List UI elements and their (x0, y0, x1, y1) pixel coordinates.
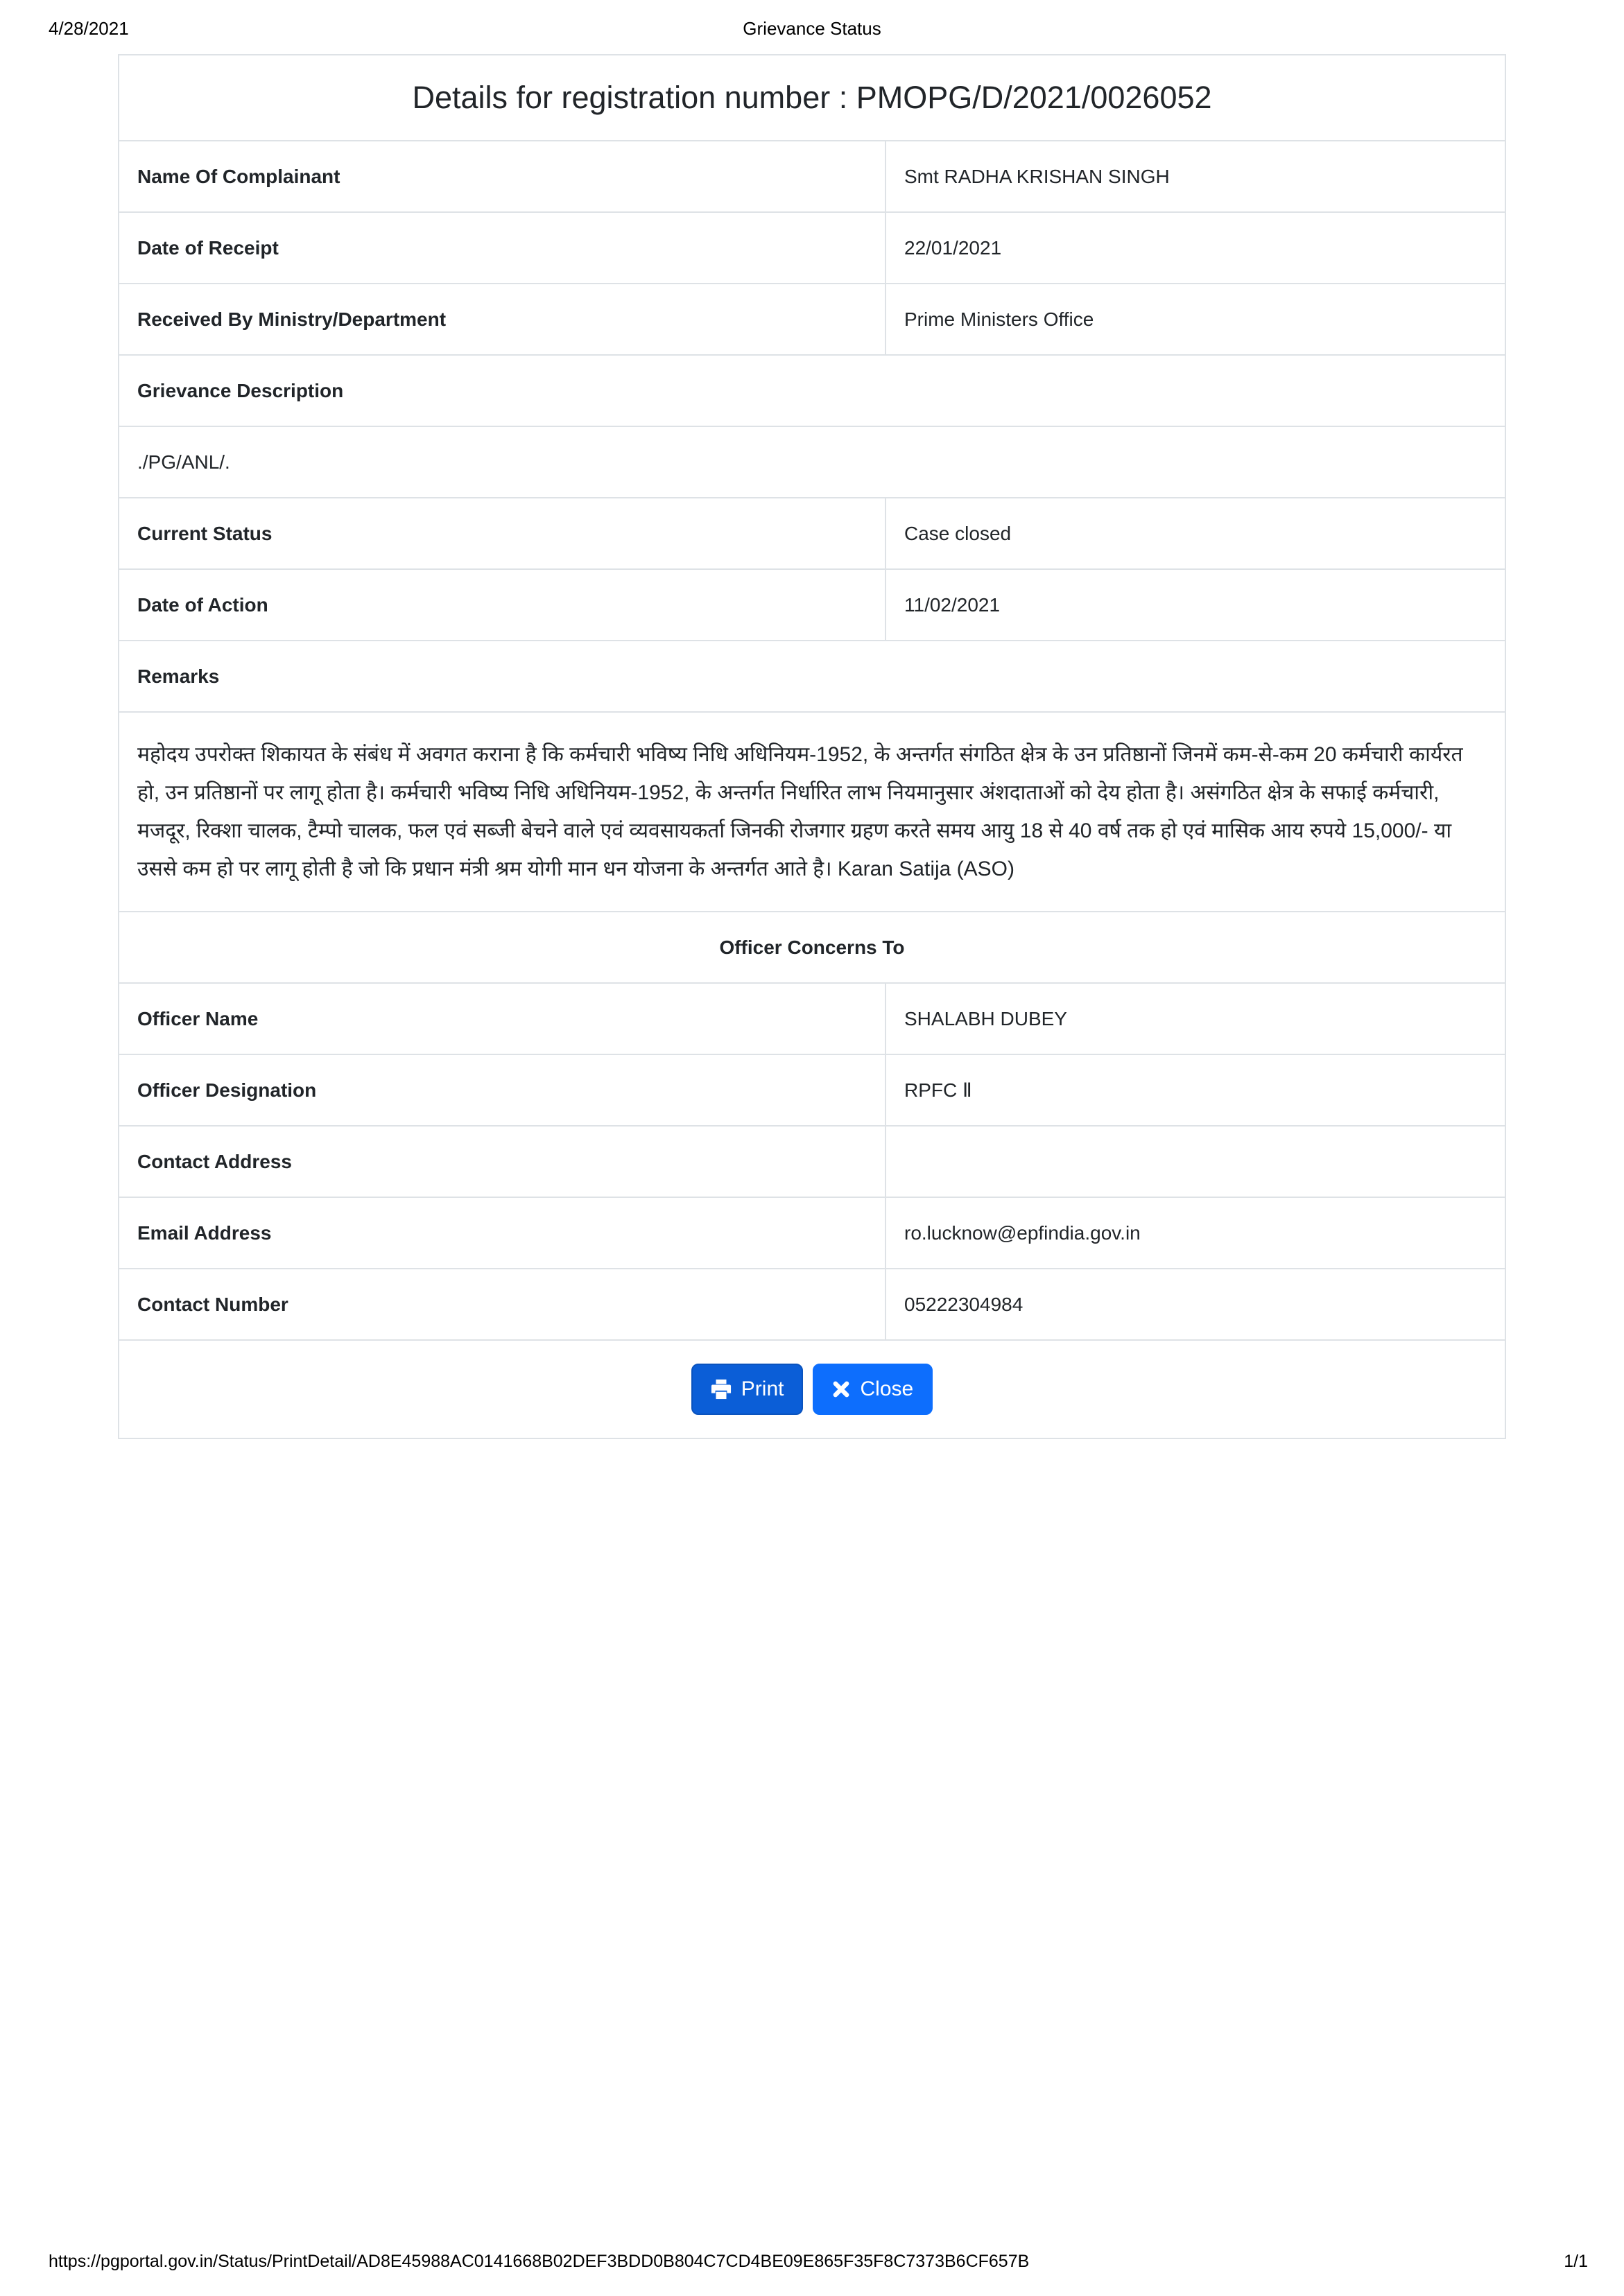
close-button[interactable] (813, 1364, 933, 1415)
table-row (119, 498, 1505, 569)
actions-cell (119, 1340, 1505, 1438)
footer-page-number: 1/1 (1564, 2252, 1588, 2271)
table-row-section (119, 641, 1505, 712)
field-label: Date of Receipt (119, 212, 886, 284)
action-buttons (137, 1364, 1487, 1415)
field-label: Officer Designation (119, 1054, 886, 1126)
print-page-title: Grievance Status (743, 18, 881, 39)
remarks-text: महोदय उपरोक्त शिकायत के संबंध में अवगत कराना है कि कर्मचारी भविष्य निधि अधिनियम-1952, के अन्तर्गत संगठित क्षेत्र के उन प्रतिष्ठानों जिनमें कम-से-कम 20 कर्मचारी कार्यरत हो, उन प्रतिष्ठानों पर लागू होता है। कर्मचारी भविष्य निधि अधिनियम-1952, के अन्तर्गत निर्धारित लाभ नियमानुसार अंशदाताओं को देय होता है। असंगठित क्षेत्र के सफाई कर्मचारी, मजदूर, रिक्शा चालक, टैम्पो चालक, फल एवं सब्जी बेचने वाले एवं व्यवसायकर्ता जिनकी रोजगार ग्रहण करते समय आयु 18 से 40 वर्ष तक हो एवं मासिक आय रुपये 15,000/- या उससे कम हो पर लागू होती है जो कि प्रधान मंत्री श्रम योगी मान धन योजना के अन्तर्गत आते है। Karan Satija (ASO) (119, 712, 1505, 912)
close-x-icon (832, 1380, 850, 1398)
field-label: Email Address (119, 1197, 886, 1269)
field-value: SHALABH DUBEY (886, 983, 1505, 1054)
footer-url: https://pgportal.gov.in/Status/PrintDetail/AD8E45988AC0141668B02DEF3BDD0B804C7CD4BE09E865F35F8C7373B6CF657B (49, 2252, 1030, 2271)
table-row (119, 426, 1505, 498)
field-label: Contact Address (119, 1126, 886, 1197)
table-row (119, 712, 1505, 912)
field-label: Date of Action (119, 569, 886, 641)
table-row-heading (119, 55, 1505, 141)
grievance-description-value: ./PG/ANL/. (119, 426, 1505, 498)
table-row (119, 569, 1505, 641)
field-value: 11/02/2021 (886, 569, 1505, 641)
printer-icon (711, 1379, 732, 1400)
field-label: Name Of Complainant (119, 141, 886, 212)
print-button-label: Print (741, 1377, 784, 1401)
field-value: ro.lucknow@epfindia.gov.in (886, 1197, 1505, 1269)
field-value: Case closed (886, 498, 1505, 569)
field-value: 22/01/2021 (886, 212, 1505, 284)
table-row (119, 212, 1505, 284)
table-row-section (119, 912, 1505, 983)
field-label: Current Status (119, 498, 886, 569)
table-row (119, 1054, 1505, 1126)
print-button[interactable] (691, 1364, 804, 1415)
close-button-label: Close (860, 1377, 914, 1401)
field-label: Contact Number (119, 1269, 886, 1340)
table-row (119, 141, 1505, 212)
table-row (119, 284, 1505, 355)
table-row (119, 1126, 1505, 1197)
table-row (119, 1197, 1505, 1269)
grievance-description-label: Grievance Description (119, 355, 1505, 426)
browser-print-header (0, 18, 1624, 40)
table-row (119, 1269, 1505, 1340)
page-title: Details for registration number : PMOPG/D/2021/0026052 (119, 55, 1505, 141)
grievance-detail-table (118, 54, 1506, 1439)
field-value: 05222304984 (886, 1269, 1505, 1340)
field-label: Received By Ministry/Department (119, 284, 886, 355)
table-row-actions (119, 1340, 1505, 1438)
remarks-label: Remarks (119, 641, 1505, 712)
field-value (886, 1126, 1505, 1197)
field-value: RPFC Ⅱ (886, 1054, 1505, 1126)
table-row (119, 983, 1505, 1054)
table-row-section (119, 355, 1505, 426)
field-label: Officer Name (119, 983, 886, 1054)
field-value: Prime Ministers Office (886, 284, 1505, 355)
field-value: Smt RADHA KRISHAN SINGH (886, 141, 1505, 212)
print-date: 4/28/2021 (49, 18, 129, 39)
officer-concerns-heading: Officer Concerns To (119, 912, 1505, 983)
